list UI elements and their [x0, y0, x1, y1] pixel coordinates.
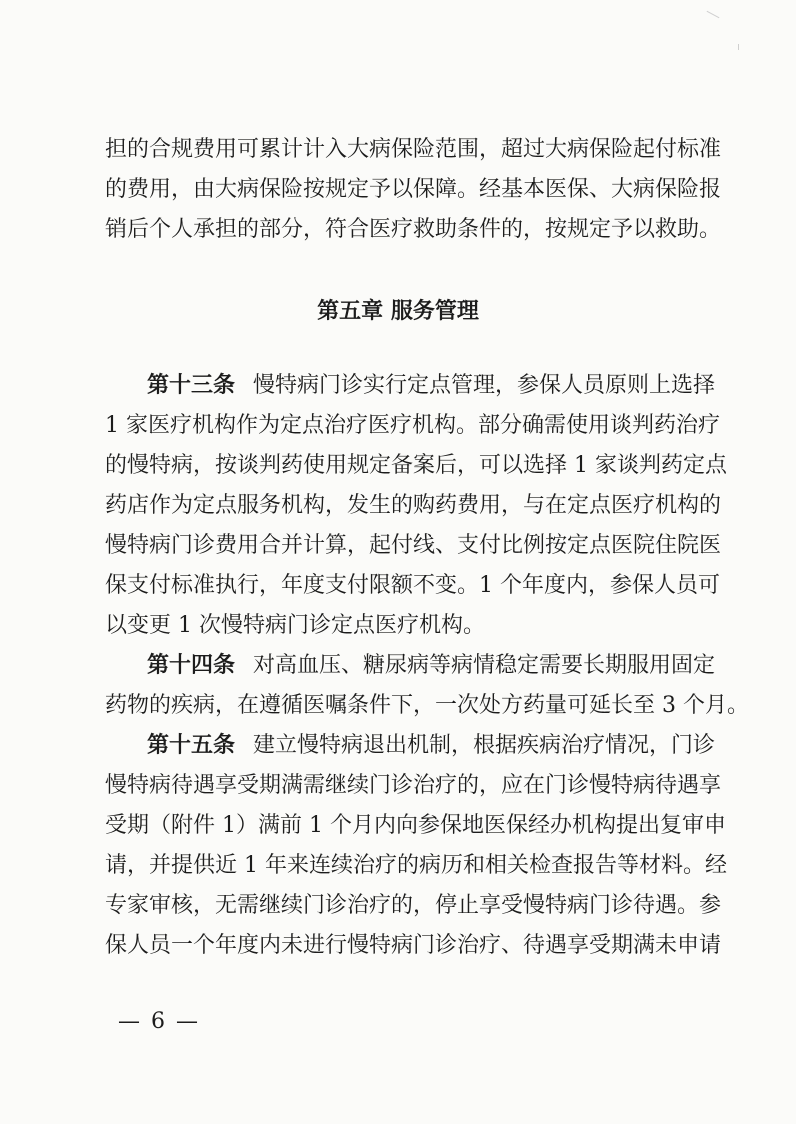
- article-heading: 第十五条: [147, 733, 236, 758]
- paragraph-line: 销后个人承担的部分，符合医疗救助条件的，按规定予以救助。: [105, 217, 722, 242]
- paragraph-line: 的费用，由大病保险按规定予以保障。经基本医保、大病保险报: [105, 177, 722, 202]
- article-heading: 第十三条: [147, 373, 236, 398]
- page-number: — 6 —: [118, 1009, 200, 1034]
- article-text: 慢特病门诊实行定点管理，参保人员原则上选择: [253, 373, 716, 398]
- paragraph-line: 专家审核，无需继续门诊治疗的，停止享受慢特病门诊待遇。参: [105, 893, 722, 918]
- article-14: [105, 646, 749, 726]
- paragraph-line: 慢特病门诊费用合并计算，起付线、支付比例按定点医院住院医: [105, 533, 722, 558]
- paragraph-line: [105, 726, 716, 766]
- article-heading: 第十四条: [147, 653, 236, 678]
- paragraph-line: 担的合规费用可累计计入大病保险范围，超过大病保险起付标准: [105, 137, 722, 162]
- paragraph-line: 慢特病待遇享受期满需继续门诊治疗的，应在门诊慢特病待遇享: [105, 773, 722, 798]
- paragraph-line: [105, 646, 716, 686]
- article-text: 建立慢特病退出机制，根据疾病治疗情况，门诊: [253, 733, 716, 758]
- paragraph-line: 保支付标准执行，年度支付限额不变。1 个年度内，参保人员可: [105, 573, 720, 598]
- scan-mark: [707, 11, 720, 18]
- paragraph-line: 以变更 1 次慢特病门诊定点医疗机构。: [105, 613, 485, 638]
- article-text: 对高血压、糖尿病等病情稳定需要长期服用固定: [253, 653, 716, 678]
- paragraph-line: 受期（附件 1）满前 1 个月内向参保地医保经办机构提出复审申: [105, 813, 726, 838]
- paragraph-line: 药物的疾病，在遵循医嘱条件下，一次处方药量可延长至 3 个月。: [105, 693, 749, 718]
- article-15: [105, 726, 727, 966]
- paragraph-line: 的慢特病，按谈判药使用规定备案后，可以选择 1 家谈判药定点: [105, 453, 727, 478]
- continuation-paragraph: [105, 130, 722, 250]
- scan-mark: [738, 44, 739, 50]
- paragraph-line: 请，并提供近 1 年来连续治疗的病历和相关检查报告等材料。经: [105, 853, 727, 878]
- paragraph-line: [105, 366, 716, 406]
- chapter-title: 第五章 服务管理: [317, 299, 479, 324]
- paragraph-line: 保人员一个年度内未进行慢特病门诊治疗、待遇享受期满未申请: [105, 933, 722, 958]
- article-13: [105, 366, 727, 646]
- paragraph-line: 药店作为定点服务机构，发生的购药费用，与在定点医疗机构的: [105, 493, 722, 518]
- paragraph-line: 1 家医疗机构作为定点治疗医疗机构。部分确需使用谈判药治疗: [105, 413, 720, 438]
